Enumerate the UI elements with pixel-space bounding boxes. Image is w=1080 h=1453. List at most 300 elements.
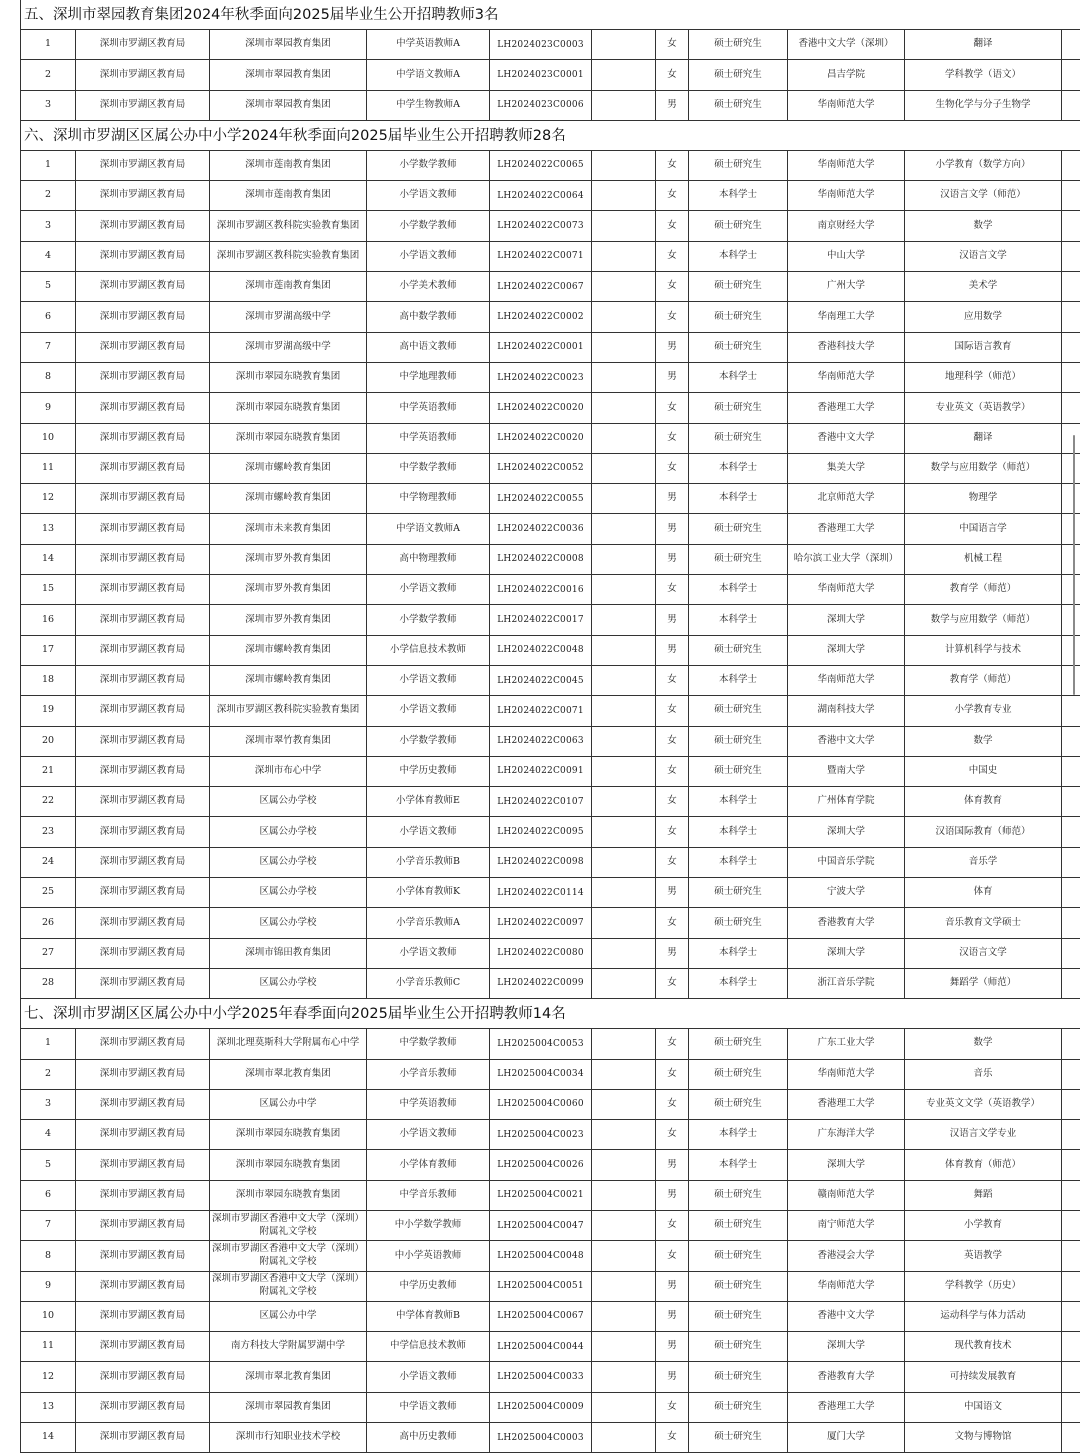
university-cell: 香港中文大学（深圳） xyxy=(788,30,905,59)
row-number: 25 xyxy=(21,878,76,907)
table-row xyxy=(21,514,1080,544)
position-code-cell: LH2024022C0063 xyxy=(490,727,592,756)
position-cell: 中学英语教师A xyxy=(367,30,490,59)
table-row xyxy=(21,696,1080,726)
degree-cell: 硕士研究生 xyxy=(689,333,788,362)
trailing-cell xyxy=(1062,242,1080,271)
gap xyxy=(592,1362,656,1391)
row-number: 1 xyxy=(21,151,76,180)
row-number: 12 xyxy=(21,1362,76,1391)
university-cell: 广东海洋大学 xyxy=(788,1120,905,1149)
position-code-cell: LH2024022C0071 xyxy=(490,696,592,725)
position-cell: 小学语文教师 xyxy=(367,817,490,846)
bureau-cell: 深圳市罗湖区教育局 xyxy=(76,211,210,240)
bureau-cell: 深圳市罗湖区教育局 xyxy=(76,1120,210,1149)
trailing-cell xyxy=(1062,575,1080,604)
table-row xyxy=(21,302,1080,332)
position-code-cell: LH2024022C0017 xyxy=(490,605,592,634)
school-cell: 深圳市螺岭教育集团 xyxy=(210,454,367,483)
university-cell: 香港理工大学 xyxy=(788,514,905,543)
university-cell: 华南师范大学 xyxy=(788,1272,905,1301)
bureau-cell: 深圳市罗湖区教育局 xyxy=(76,60,210,89)
trailing-cell xyxy=(1062,454,1080,483)
bureau-cell: 深圳市罗湖区教育局 xyxy=(76,1362,210,1391)
degree-cell: 硕士研究生 xyxy=(689,60,788,89)
position-code-cell: LH2025004C0034 xyxy=(490,1060,592,1089)
university-cell: 华南师范大学 xyxy=(788,91,905,120)
university-cell: 华南师范大学 xyxy=(788,181,905,210)
position-code-cell: LH2024022C0098 xyxy=(490,848,592,877)
trailing-cell xyxy=(1062,817,1080,846)
table-row xyxy=(21,1150,1080,1180)
table-row xyxy=(21,908,1080,938)
table-row xyxy=(21,1029,1080,1059)
row-number: 7 xyxy=(21,1211,76,1240)
trailing-cell xyxy=(1062,393,1080,422)
position-code-cell: LH2025004C0048 xyxy=(490,1241,592,1270)
university-cell: 香港理工大学 xyxy=(788,1090,905,1119)
trailing-cell xyxy=(1062,1302,1080,1331)
section-title: 六、深圳市罗湖区区属公办中小学2024年秋季面向2025届毕业生公开招聘教师28名 xyxy=(21,121,1080,151)
degree-cell: 硕士研究生 xyxy=(689,1060,788,1089)
trailing-cell xyxy=(1062,91,1080,120)
trailing-cell xyxy=(1062,60,1080,89)
university-cell: 厦门大学 xyxy=(788,1423,905,1452)
trailing-cell xyxy=(1062,666,1080,695)
gap xyxy=(592,1181,656,1210)
school-cell: 区属公办中学 xyxy=(210,1302,367,1331)
bureau-cell: 深圳市罗湖区教育局 xyxy=(76,696,210,725)
major-cell: 文物与博物馆 xyxy=(905,1423,1062,1452)
university-cell: 北京师范大学 xyxy=(788,484,905,513)
major-cell: 体育教育 xyxy=(905,787,1062,816)
table-row xyxy=(21,878,1080,908)
university-cell: 深圳大学 xyxy=(788,1150,905,1179)
gender-cell: 女 xyxy=(656,302,689,331)
table-row xyxy=(21,91,1080,121)
position-code-cell: LH2025004C0033 xyxy=(490,1362,592,1391)
position-code-cell: LH2024022C0001 xyxy=(490,333,592,362)
major-cell: 体育教育（师范） xyxy=(905,1150,1062,1179)
position-code-cell: LH2024022C0023 xyxy=(490,363,592,392)
gap xyxy=(592,1393,656,1422)
gap xyxy=(592,817,656,846)
table-row xyxy=(21,333,1080,363)
degree-cell: 本科学士 xyxy=(689,666,788,695)
gap xyxy=(592,1120,656,1149)
major-cell: 翻译 xyxy=(905,30,1062,59)
position-cell: 小学音乐教师C xyxy=(367,969,490,998)
trailing-cell xyxy=(1062,727,1080,756)
school-cell: 深圳市罗湖高级中学 xyxy=(210,302,367,331)
university-cell: 华南师范大学 xyxy=(788,575,905,604)
bureau-cell: 深圳市罗湖区教育局 xyxy=(76,605,210,634)
school-cell: 区属公办中学 xyxy=(210,1090,367,1119)
major-cell: 小学教育 xyxy=(905,1211,1062,1240)
trailing-cell xyxy=(1062,514,1080,543)
position-cell: 小学音乐教师A xyxy=(367,908,490,937)
position-code-cell: LH2024022C0114 xyxy=(490,878,592,907)
major-cell: 学科教学（语文） xyxy=(905,60,1062,89)
gap xyxy=(592,939,656,968)
position-cell: 小学语文教师 xyxy=(367,696,490,725)
degree-cell: 本科学士 xyxy=(689,363,788,392)
school-cell: 深圳市翠园东晓教育集团 xyxy=(210,424,367,453)
gender-cell: 女 xyxy=(656,393,689,422)
gap xyxy=(592,424,656,453)
school-cell: 深圳市罗湖区教科院实验教育集团 xyxy=(210,242,367,271)
row-number: 3 xyxy=(21,1090,76,1119)
gap xyxy=(592,302,656,331)
gap xyxy=(592,666,656,695)
bureau-cell: 深圳市罗湖区教育局 xyxy=(76,1090,210,1119)
major-cell: 汉语言文学（师范） xyxy=(905,181,1062,210)
row-number: 8 xyxy=(21,363,76,392)
school-cell: 深圳市莲南教育集团 xyxy=(210,151,367,180)
row-number: 28 xyxy=(21,969,76,998)
position-cell: 中学历史教师 xyxy=(367,1272,490,1301)
degree-cell: 硕士研究生 xyxy=(689,757,788,786)
position-code-cell: LH2024022C0071 xyxy=(490,242,592,271)
gender-cell: 男 xyxy=(656,484,689,513)
row-number: 9 xyxy=(21,393,76,422)
degree-cell: 硕士研究生 xyxy=(689,1393,788,1422)
row-number: 16 xyxy=(21,605,76,634)
gap xyxy=(592,454,656,483)
gap xyxy=(592,757,656,786)
school-cell: 深圳市罗外教育集团 xyxy=(210,545,367,574)
school-cell: 深圳市罗外教育集团 xyxy=(210,575,367,604)
university-cell: 华南师范大学 xyxy=(788,151,905,180)
trailing-cell xyxy=(1062,1090,1080,1119)
school-cell: 深圳市翠竹教育集团 xyxy=(210,727,367,756)
gender-cell: 女 xyxy=(656,817,689,846)
major-cell: 汉语言文学专业 xyxy=(905,1120,1062,1149)
table-row xyxy=(21,817,1080,847)
gap xyxy=(592,1029,656,1058)
gender-cell: 女 xyxy=(656,1423,689,1452)
row-number: 2 xyxy=(21,60,76,89)
position-cell: 中学英语教师 xyxy=(367,1090,490,1119)
gender-cell: 女 xyxy=(656,969,689,998)
university-cell: 香港理工大学 xyxy=(788,1393,905,1422)
school-cell: 深圳市罗湖区香港中文大学（深圳）附属礼文学校 xyxy=(210,1272,367,1301)
position-code-cell: LH2024022C0067 xyxy=(490,272,592,301)
position-code-cell: LH2024022C0002 xyxy=(490,302,592,331)
major-cell: 地理科学（师范） xyxy=(905,363,1062,392)
major-cell: 生物化学与分子生物学 xyxy=(905,91,1062,120)
major-cell: 学科教学（历史） xyxy=(905,1272,1062,1301)
major-cell: 教育学（师范） xyxy=(905,575,1062,604)
table-row xyxy=(21,1090,1080,1120)
position-cell: 小学语文教师 xyxy=(367,666,490,695)
major-cell: 数学与应用数学（师范） xyxy=(905,605,1062,634)
row-number: 14 xyxy=(21,1423,76,1452)
table-row xyxy=(21,272,1080,302)
school-cell: 深圳市罗湖区教科院实验教育集团 xyxy=(210,696,367,725)
bureau-cell: 深圳市罗湖区教育局 xyxy=(76,908,210,937)
bureau-cell: 深圳市罗湖区教育局 xyxy=(76,1181,210,1210)
university-cell: 香港理工大学 xyxy=(788,393,905,422)
position-cell: 小学语文教师 xyxy=(367,1120,490,1149)
university-cell: 香港中文大学 xyxy=(788,727,905,756)
row-number: 6 xyxy=(21,302,76,331)
school-cell: 深圳市莲南教育集团 xyxy=(210,272,367,301)
position-code-cell: LH2025004C0044 xyxy=(490,1332,592,1361)
school-cell: 深圳市翠园教育集团 xyxy=(210,60,367,89)
gender-cell: 女 xyxy=(656,60,689,89)
university-cell: 哈尔滨工业大学（深圳） xyxy=(788,545,905,574)
row-number: 11 xyxy=(21,1332,76,1361)
gap xyxy=(592,636,656,665)
gap xyxy=(592,696,656,725)
position-code-cell: LH2024022C0036 xyxy=(490,514,592,543)
gender-cell: 女 xyxy=(656,908,689,937)
position-code-cell: LH2024022C0080 xyxy=(490,939,592,968)
major-cell: 数学与应用数学（师范） xyxy=(905,454,1062,483)
row-number: 2 xyxy=(21,181,76,210)
gap xyxy=(592,1332,656,1361)
position-code-cell: LH2024022C0099 xyxy=(490,969,592,998)
gap xyxy=(592,60,656,89)
table-row xyxy=(21,848,1080,878)
university-cell: 宁波大学 xyxy=(788,878,905,907)
gap xyxy=(592,1060,656,1089)
trailing-cell xyxy=(1062,1272,1080,1301)
degree-cell: 本科学士 xyxy=(689,817,788,846)
university-cell: 香港中文大学 xyxy=(788,424,905,453)
trailing-cell xyxy=(1062,302,1080,331)
gender-cell: 女 xyxy=(656,848,689,877)
school-cell: 深圳市螺岭教育集团 xyxy=(210,666,367,695)
major-cell: 数学 xyxy=(905,727,1062,756)
position-cell: 中学历史教师 xyxy=(367,757,490,786)
gap xyxy=(592,1090,656,1119)
position-cell: 小学体育教师E xyxy=(367,787,490,816)
position-cell: 小学语文教师 xyxy=(367,242,490,271)
school-cell: 区属公办学校 xyxy=(210,787,367,816)
school-cell: 南方科技大学附属罗湖中学 xyxy=(210,1332,367,1361)
position-code-cell: LH2024022C0097 xyxy=(490,908,592,937)
table-row xyxy=(21,666,1080,696)
degree-cell: 硕士研究生 xyxy=(689,727,788,756)
table-row xyxy=(21,1302,1080,1332)
bureau-cell: 深圳市罗湖区教育局 xyxy=(76,1060,210,1089)
school-cell: 深圳市翠园教育集团 xyxy=(210,91,367,120)
university-cell: 中国音乐学院 xyxy=(788,848,905,877)
major-cell: 中国史 xyxy=(905,757,1062,786)
gender-cell: 女 xyxy=(656,151,689,180)
major-cell: 美术学 xyxy=(905,272,1062,301)
school-cell: 深圳市螺岭教育集团 xyxy=(210,484,367,513)
table-row xyxy=(21,151,1080,181)
bureau-cell: 深圳市罗湖区教育局 xyxy=(76,454,210,483)
gender-cell: 女 xyxy=(656,454,689,483)
table-row xyxy=(21,636,1080,666)
trailing-cell xyxy=(1062,1150,1080,1179)
gap xyxy=(592,363,656,392)
position-code-cell: LH2024022C0008 xyxy=(490,545,592,574)
gender-cell: 女 xyxy=(656,181,689,210)
table-row xyxy=(21,545,1080,575)
gender-cell: 女 xyxy=(656,30,689,59)
bureau-cell: 深圳市罗湖区教育局 xyxy=(76,272,210,301)
position-cell: 中学语文教师 xyxy=(367,1393,490,1422)
gap xyxy=(592,545,656,574)
gap xyxy=(592,1241,656,1270)
gender-cell: 男 xyxy=(656,333,689,362)
major-cell: 舞蹈 xyxy=(905,1181,1062,1210)
university-cell: 香港科技大学 xyxy=(788,333,905,362)
row-number: 17 xyxy=(21,636,76,665)
university-cell: 广东工业大学 xyxy=(788,1029,905,1058)
degree-cell: 本科学士 xyxy=(689,484,788,513)
position-cell: 中学生物教师A xyxy=(367,91,490,120)
major-cell: 音乐教育文学硕士 xyxy=(905,908,1062,937)
trailing-cell xyxy=(1062,848,1080,877)
position-code-cell: LH2024022C0020 xyxy=(490,424,592,453)
gap xyxy=(592,787,656,816)
university-cell: 华南师范大学 xyxy=(788,363,905,392)
university-cell: 香港浸会大学 xyxy=(788,1241,905,1270)
major-cell: 运动科学与体力活动 xyxy=(905,1302,1062,1331)
trailing-cell xyxy=(1062,939,1080,968)
major-cell: 小学教育专业 xyxy=(905,696,1062,725)
position-code-cell: LH2025004C0021 xyxy=(490,1181,592,1210)
position-code-cell: LH2024023C0001 xyxy=(490,60,592,89)
position-cell: 小学信息技术教师 xyxy=(367,636,490,665)
school-cell: 区属公办学校 xyxy=(210,878,367,907)
degree-cell: 硕士研究生 xyxy=(689,908,788,937)
university-cell: 深圳大学 xyxy=(788,605,905,634)
position-code-cell: LH2024022C0064 xyxy=(490,181,592,210)
table-row xyxy=(21,1272,1080,1302)
table-row xyxy=(21,1060,1080,1090)
bureau-cell: 深圳市罗湖区教育局 xyxy=(76,151,210,180)
degree-cell: 本科学士 xyxy=(689,181,788,210)
gender-cell: 男 xyxy=(656,1272,689,1301)
degree-cell: 硕士研究生 xyxy=(689,424,788,453)
gender-cell: 女 xyxy=(656,1211,689,1240)
position-code-cell: LH2025004C0009 xyxy=(490,1393,592,1422)
school-cell: 深圳北理莫斯科大学附属布心中学 xyxy=(210,1029,367,1058)
bureau-cell: 深圳市罗湖区教育局 xyxy=(76,1302,210,1331)
gap xyxy=(592,1272,656,1301)
row-number: 5 xyxy=(21,272,76,301)
degree-cell: 硕士研究生 xyxy=(689,30,788,59)
position-code-cell: LH2024022C0055 xyxy=(490,484,592,513)
position-cell: 中学英语教师 xyxy=(367,424,490,453)
degree-cell: 本科学士 xyxy=(689,1150,788,1179)
bureau-cell: 深圳市罗湖区教育局 xyxy=(76,1150,210,1179)
trailing-cell xyxy=(1062,605,1080,634)
gender-cell: 女 xyxy=(656,757,689,786)
gender-cell: 女 xyxy=(656,424,689,453)
bureau-cell: 深圳市罗湖区教育局 xyxy=(76,393,210,422)
major-cell: 翻译 xyxy=(905,424,1062,453)
degree-cell: 硕士研究生 xyxy=(689,1241,788,1270)
row-number: 10 xyxy=(21,424,76,453)
scrollbar[interactable] xyxy=(1073,435,1075,695)
gap xyxy=(592,514,656,543)
table-row xyxy=(21,1181,1080,1211)
position-code-cell: LH2024022C0065 xyxy=(490,151,592,180)
degree-cell: 硕士研究生 xyxy=(689,1211,788,1240)
trailing-cell xyxy=(1062,757,1080,786)
trailing-cell xyxy=(1062,969,1080,998)
school-cell: 深圳市锦田教育集团 xyxy=(210,939,367,968)
position-cell: 小学音乐教师B xyxy=(367,848,490,877)
degree-cell: 硕士研究生 xyxy=(689,1090,788,1119)
bureau-cell: 深圳市罗湖区教育局 xyxy=(76,91,210,120)
gender-cell: 女 xyxy=(656,211,689,240)
university-cell: 南京财经大学 xyxy=(788,211,905,240)
bureau-cell: 深圳市罗湖区教育局 xyxy=(76,787,210,816)
major-cell: 现代教育技术 xyxy=(905,1332,1062,1361)
gender-cell: 女 xyxy=(656,272,689,301)
degree-cell: 硕士研究生 xyxy=(689,1302,788,1331)
row-number: 11 xyxy=(21,454,76,483)
section-title: 七、深圳市罗湖区区属公办中小学2025年春季面向2025届毕业生公开招聘教师14名 xyxy=(21,999,1080,1029)
university-cell: 香港中文大学 xyxy=(788,1302,905,1331)
position-code-cell: LH2024023C0006 xyxy=(490,91,592,120)
position-cell: 中学音乐教师 xyxy=(367,1181,490,1210)
gender-cell: 女 xyxy=(656,696,689,725)
trailing-cell xyxy=(1062,1029,1080,1058)
position-code-cell: LH2024022C0045 xyxy=(490,666,592,695)
trailing-cell xyxy=(1062,181,1080,210)
row-number: 3 xyxy=(21,211,76,240)
gender-cell: 女 xyxy=(656,242,689,271)
university-cell: 香港教育大学 xyxy=(788,908,905,937)
gap xyxy=(592,181,656,210)
position-cell: 高中数学教师 xyxy=(367,302,490,331)
position-cell: 小学数学教师 xyxy=(367,211,490,240)
trailing-cell xyxy=(1062,878,1080,907)
gender-cell: 女 xyxy=(656,1241,689,1270)
school-cell: 深圳市翠园教育集团 xyxy=(210,30,367,59)
school-cell: 深圳市翠北教育集团 xyxy=(210,1060,367,1089)
bureau-cell: 深圳市罗湖区教育局 xyxy=(76,1423,210,1452)
gap xyxy=(592,1150,656,1179)
school-cell: 深圳市螺岭教育集团 xyxy=(210,636,367,665)
gender-cell: 男 xyxy=(656,605,689,634)
position-code-cell: LH2024022C0091 xyxy=(490,757,592,786)
gender-cell: 男 xyxy=(656,1302,689,1331)
trailing-cell xyxy=(1062,1423,1080,1452)
gap xyxy=(592,878,656,907)
university-cell: 中山大学 xyxy=(788,242,905,271)
degree-cell: 硕士研究生 xyxy=(689,151,788,180)
trailing-cell xyxy=(1062,272,1080,301)
bureau-cell: 深圳市罗湖区教育局 xyxy=(76,1211,210,1240)
table-row xyxy=(21,424,1080,454)
gender-cell: 男 xyxy=(656,545,689,574)
position-cell: 小学数学教师 xyxy=(367,727,490,756)
row-number: 21 xyxy=(21,757,76,786)
trailing-cell xyxy=(1062,30,1080,59)
position-cell: 小学数学教师 xyxy=(367,151,490,180)
position-cell: 高中历史教师 xyxy=(367,1423,490,1452)
bureau-cell: 深圳市罗湖区教育局 xyxy=(76,181,210,210)
row-number: 18 xyxy=(21,666,76,695)
position-code-cell: LH2025004C0060 xyxy=(490,1090,592,1119)
trailing-cell xyxy=(1062,1120,1080,1149)
major-cell: 英语教学 xyxy=(905,1241,1062,1270)
school-cell: 区属公办学校 xyxy=(210,817,367,846)
row-number: 1 xyxy=(21,1029,76,1058)
trailing-cell xyxy=(1062,151,1080,180)
